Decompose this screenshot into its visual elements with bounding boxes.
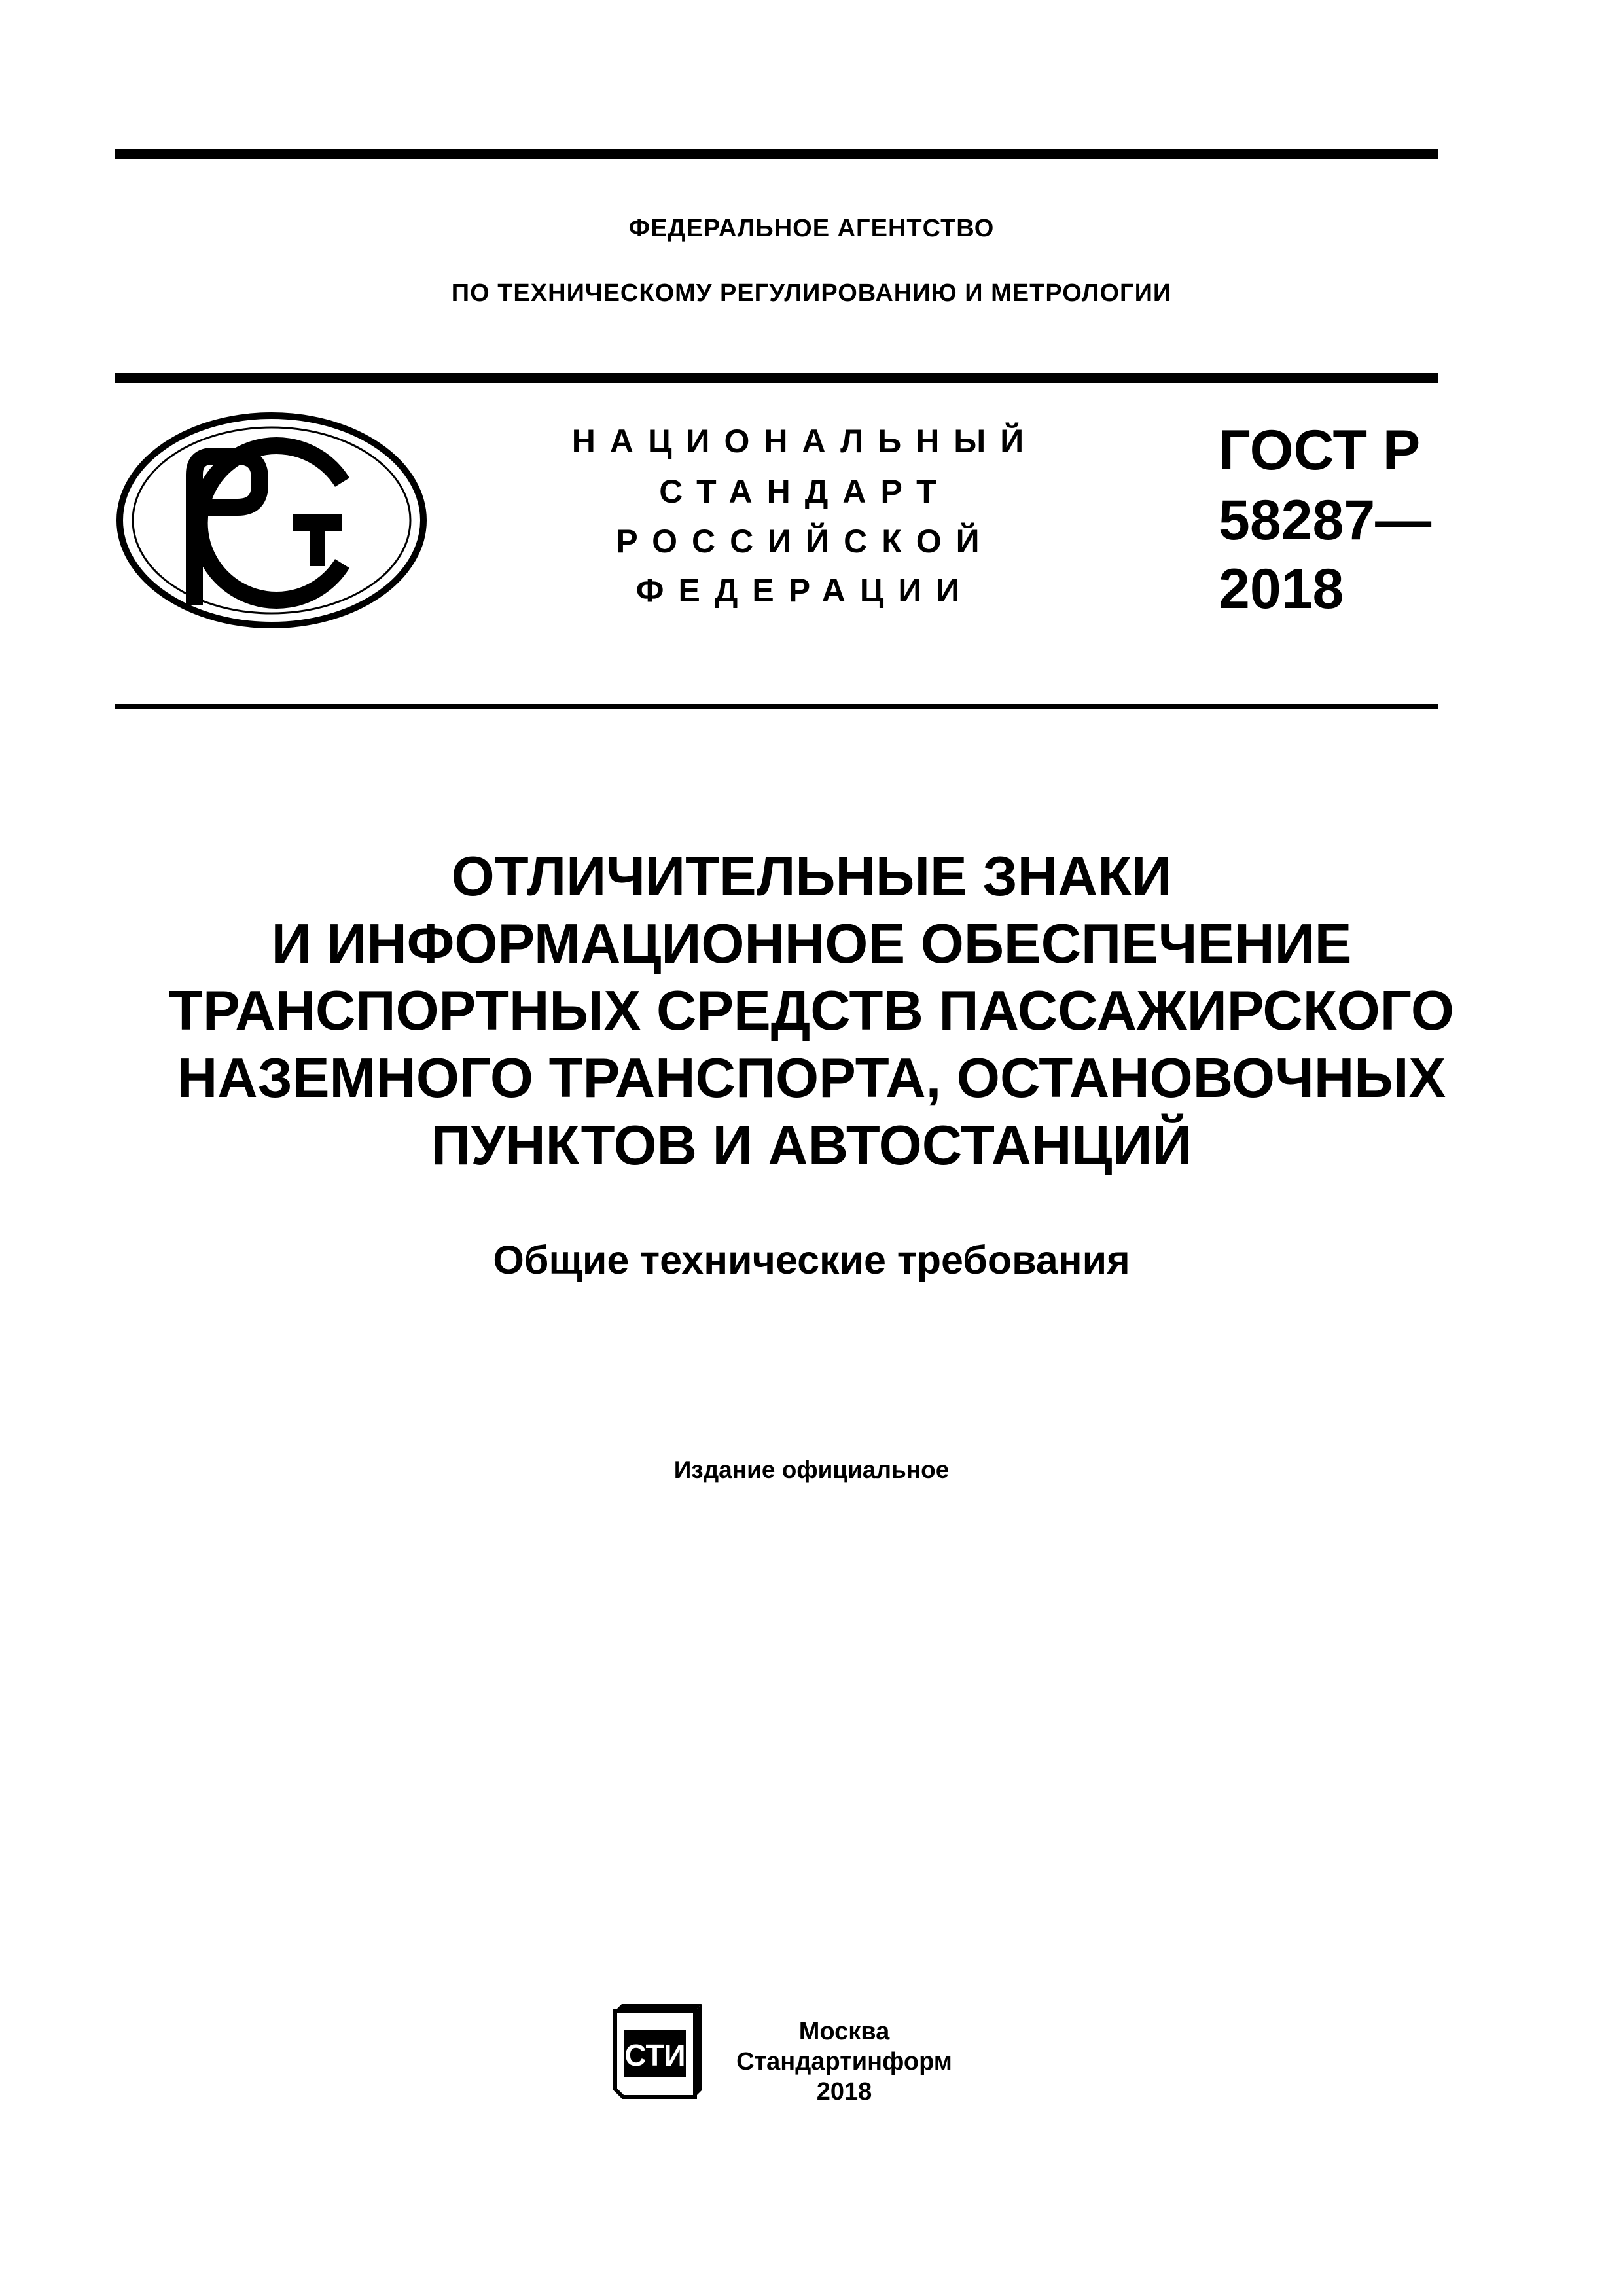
header-divider-rule	[115, 373, 1438, 383]
document-title-line5: ПУНКТОВ И АВТОСТАНЦИЙ	[431, 1115, 1192, 1177]
publisher-year: 2018	[816, 2078, 872, 2106]
standard-type-line1: НАЦИОНАЛЬНЫЙ	[571, 423, 1039, 459]
top-rule	[115, 149, 1438, 159]
standard-type-line2: СТАНДАРТ	[659, 473, 951, 510]
document-subtitle: Общие технические требования	[493, 1238, 1130, 1282]
publisher-name: Стандартинформ	[736, 2048, 952, 2075]
document-title-line3: ТРАНСПОРТНЫХ СРЕДСТВ ПАССАЖИРСКОГО	[169, 980, 1454, 1042]
standartinform-logo-icon	[609, 1998, 705, 2110]
publisher-logo-text: СТИ	[624, 2038, 686, 2072]
standard-designation-line3: 2018	[1219, 558, 1344, 620]
agency-name-line1: ФЕДЕРАЛЬНОЕ АГЕНТСТВО	[628, 215, 995, 242]
agency-name-line2: ПО ТЕХНИЧЕСКОМУ РЕГУЛИРОВАНИЮ И МЕТРОЛОГИИ	[451, 279, 1172, 307]
edition-note: Издание официальное	[673, 1456, 950, 1483]
standard-designation-line2: 58287—	[1219, 489, 1432, 552]
document-title-line2: И ИНФОРМАЦИОННОЕ ОБЕСПЕЧЕНИЕ	[271, 913, 1352, 975]
publisher-city: Москва	[798, 2018, 890, 2045]
standard-type-line3: РОССИЙСКОЙ	[616, 523, 994, 560]
standard-designation-line1: ГОСТ Р	[1219, 419, 1421, 482]
title-divider-rule	[115, 704, 1438, 709]
gost-r-conformity-mark-icon	[115, 409, 429, 632]
standard-type-line4: ФЕДЕРАЦИИ	[635, 572, 974, 609]
document-title-line4: НАЗЕМНОГО ТРАНСПОРТА, ОСТАНОВОЧНЫХ	[177, 1047, 1446, 1109]
document-title-line1: ОТЛИЧИТЕЛЬНЫЕ ЗНАКИ	[451, 846, 1172, 908]
